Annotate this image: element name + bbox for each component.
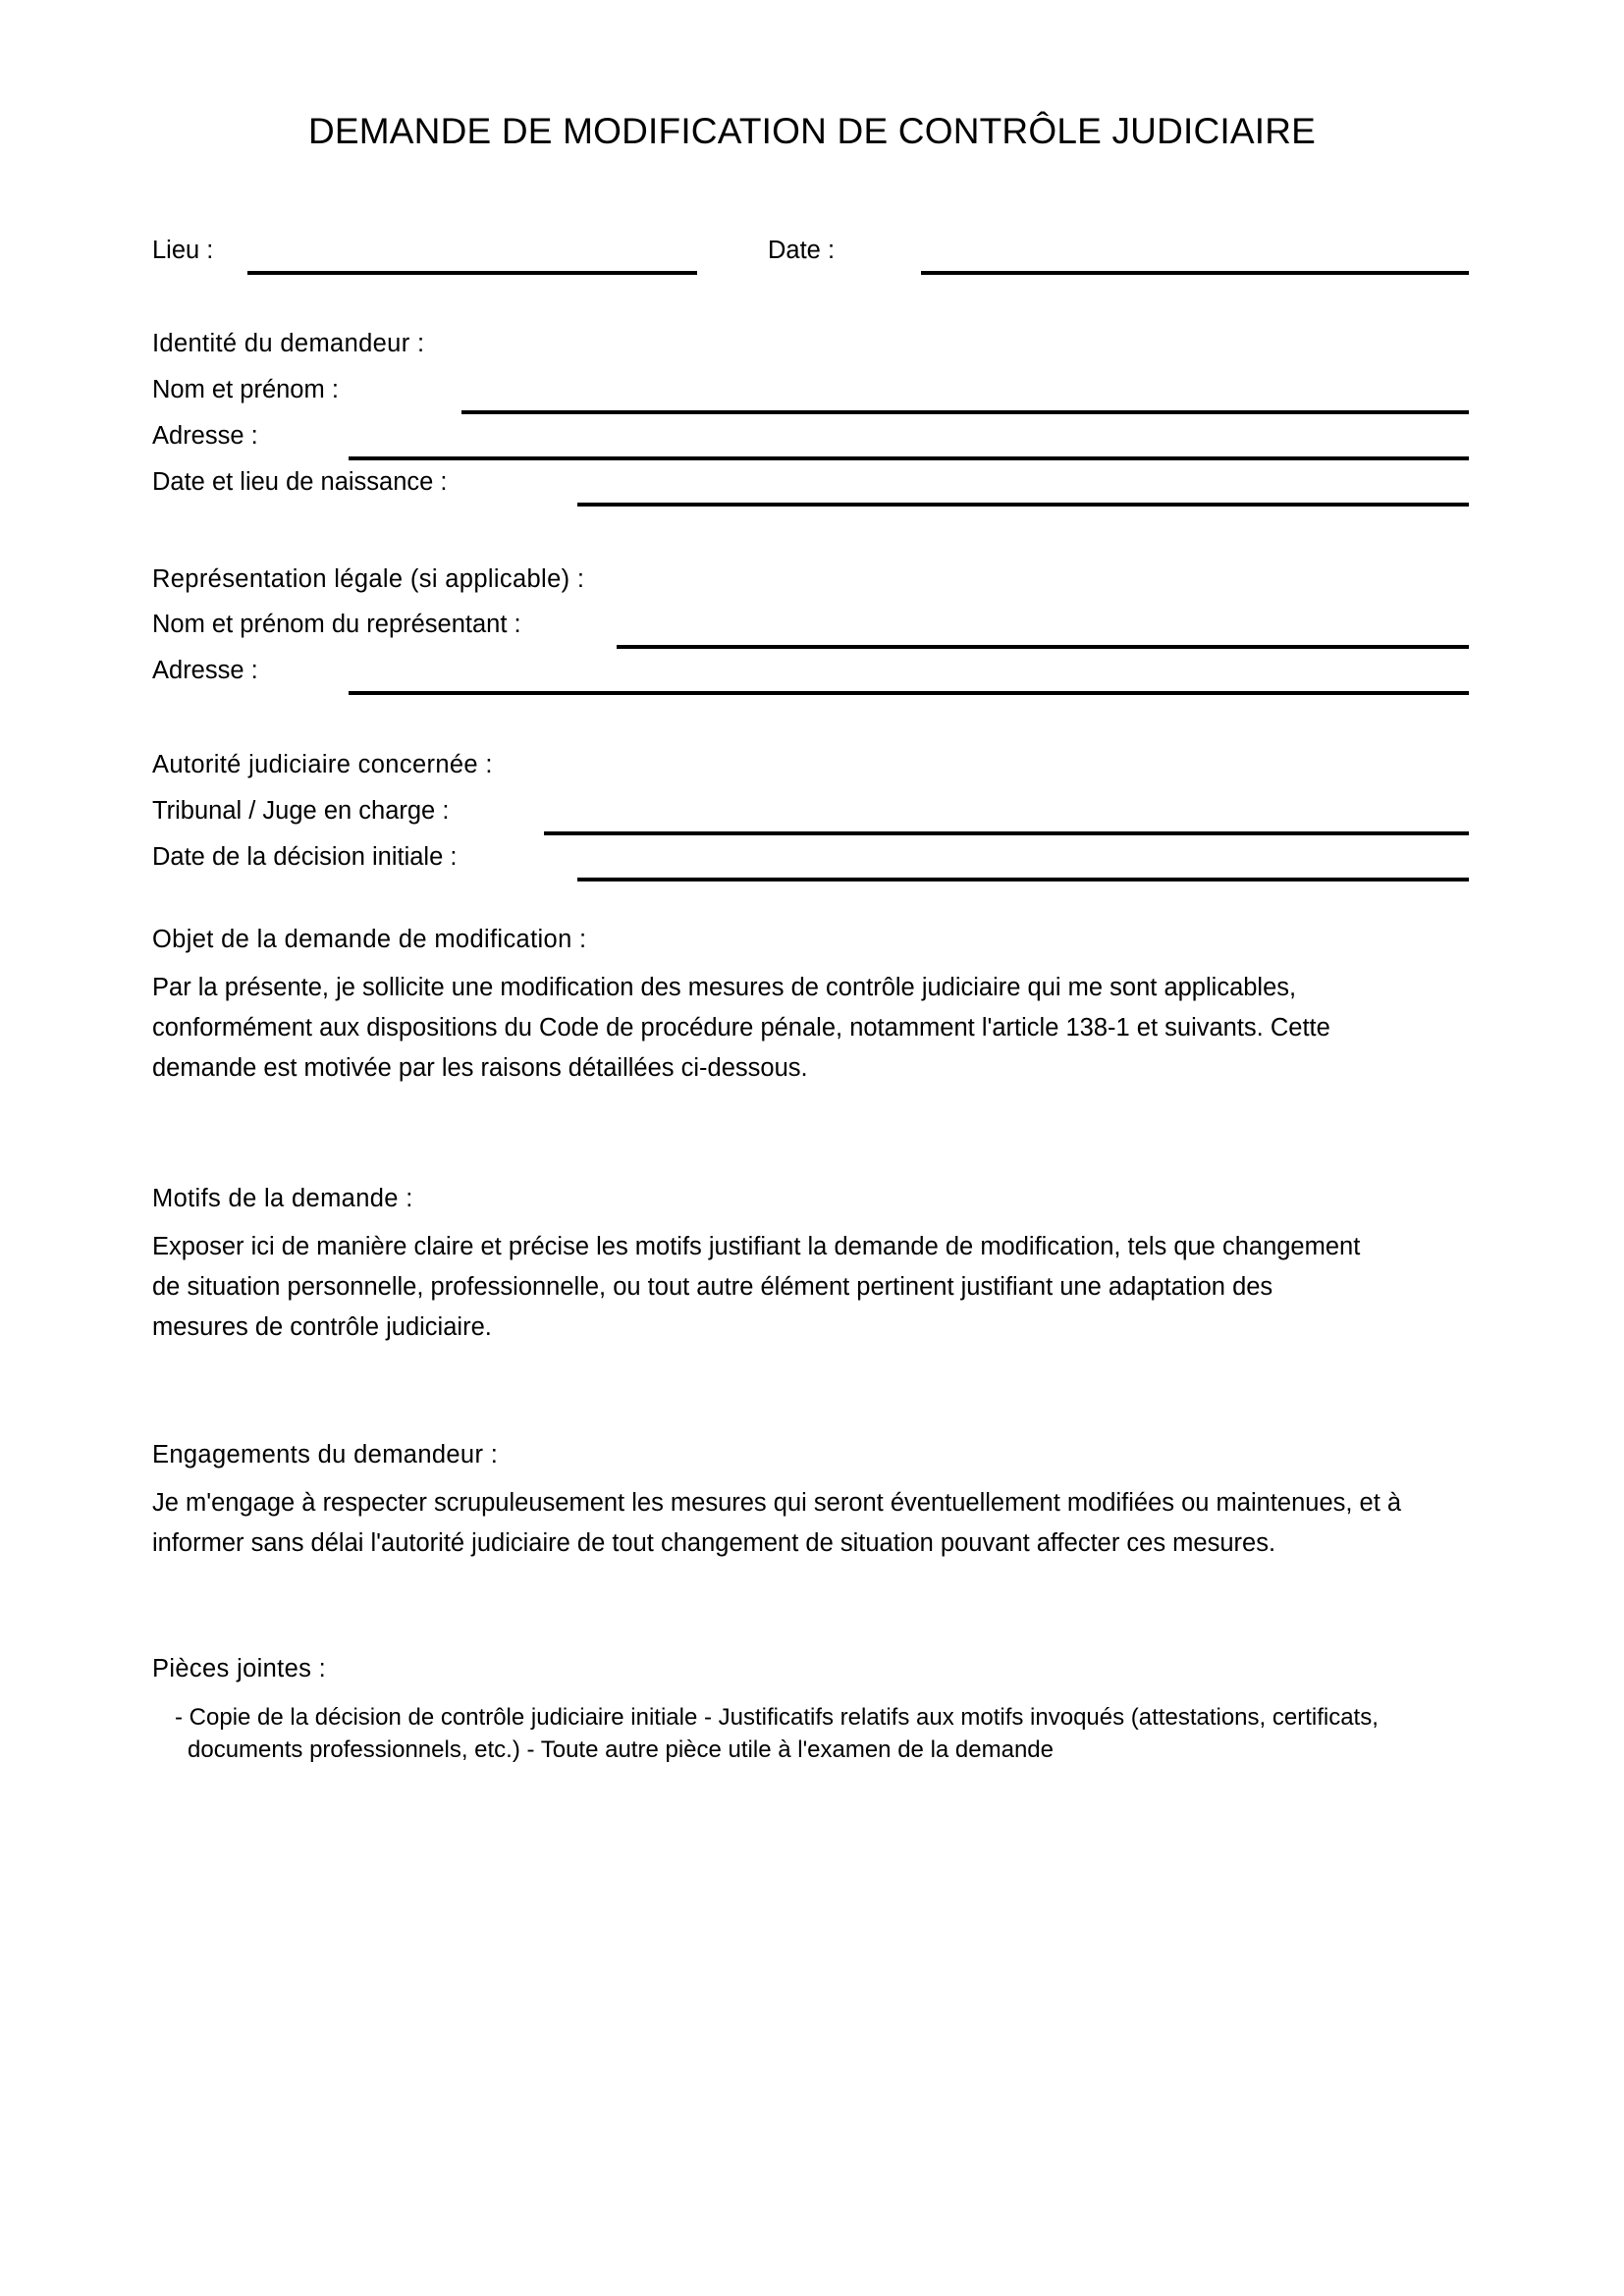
court-label: Tribunal / Juge en charge : (152, 797, 450, 825)
reasons-section-body: Exposer ici de manière claire et précise les motifs justifiant la demande de modification, tels que changement de situation personnelle, professionnelle, ou tout autre élément pertinent justifiant une adaptation des mesures de contrôle judiciaire. (152, 1233, 1361, 1341)
object-section-heading: Objet de la demande de modification : (152, 926, 587, 953)
initial-decision-date-label: Date de la décision initiale : (152, 843, 458, 871)
list-item: - Copie de la décision de contrôle judiciaire initiale - Justificatifs relatifs aux motifs invoqués (attestations, certificats, documents professionnels, etc.) - Toute autre pièce utile à l'examen de la demande (175, 1704, 1379, 1763)
representative-address-input-rule[interactable] (349, 691, 1469, 695)
representative-name-label: Nom et prénom du représentant : (152, 611, 521, 638)
representative-name-input-rule[interactable] (617, 645, 1469, 649)
court-input-rule[interactable] (544, 831, 1469, 835)
place-input-rule[interactable] (247, 271, 697, 275)
identity-name-label: Nom et prénom : (152, 376, 339, 403)
date-label: Date : (768, 237, 836, 264)
reasons-section-heading: Motifs de la demande : (152, 1185, 413, 1212)
object-section-body: Par la présente, je sollicite une modification des mesures de contrôle judiciaire qui me sont applicables, conformément aux dispositions du Code de procédure pénale, notamment l'article 138-1 et suivants. Cette demande est motivée par les raisons détaillées ci-dessous. (152, 974, 1330, 1082)
identity-heading: Identité du demandeur : (152, 330, 425, 357)
initial-decision-date-input-rule[interactable] (577, 878, 1469, 881)
date-input-rule[interactable] (921, 271, 1469, 275)
legal-representation-heading: Représentation légale (si applicable) : (152, 565, 585, 593)
page-title: DEMANDE DE MODIFICATION DE CONTRÔLE JUDICIAIRE (307, 111, 1317, 151)
commitments-section-heading: Engagements du demandeur : (152, 1441, 499, 1468)
identity-address-input-rule[interactable] (349, 456, 1469, 460)
commitments-section-body: Je m'engage à respecter scrupuleusement les mesures qui seront éventuellement modifiées ou maintenues, et à informer sans délai l'autorité judiciaire de tout changement de situation pouvant affecter ces mesures. (152, 1489, 1402, 1557)
attachments-list (175, 1701, 1473, 1766)
place-label: Lieu : (152, 237, 214, 264)
identity-birth-label: Date et lieu de naissance : (152, 468, 448, 496)
judicial-authority-heading: Autorité judiciaire concernée : (152, 751, 493, 778)
representative-address-label: Adresse : (152, 657, 258, 684)
attachments-section-heading: Pièces jointes : (152, 1655, 327, 1682)
identity-name-input-rule[interactable] (461, 410, 1469, 414)
identity-birth-input-rule[interactable] (577, 503, 1469, 507)
identity-address-label: Adresse : (152, 422, 258, 450)
